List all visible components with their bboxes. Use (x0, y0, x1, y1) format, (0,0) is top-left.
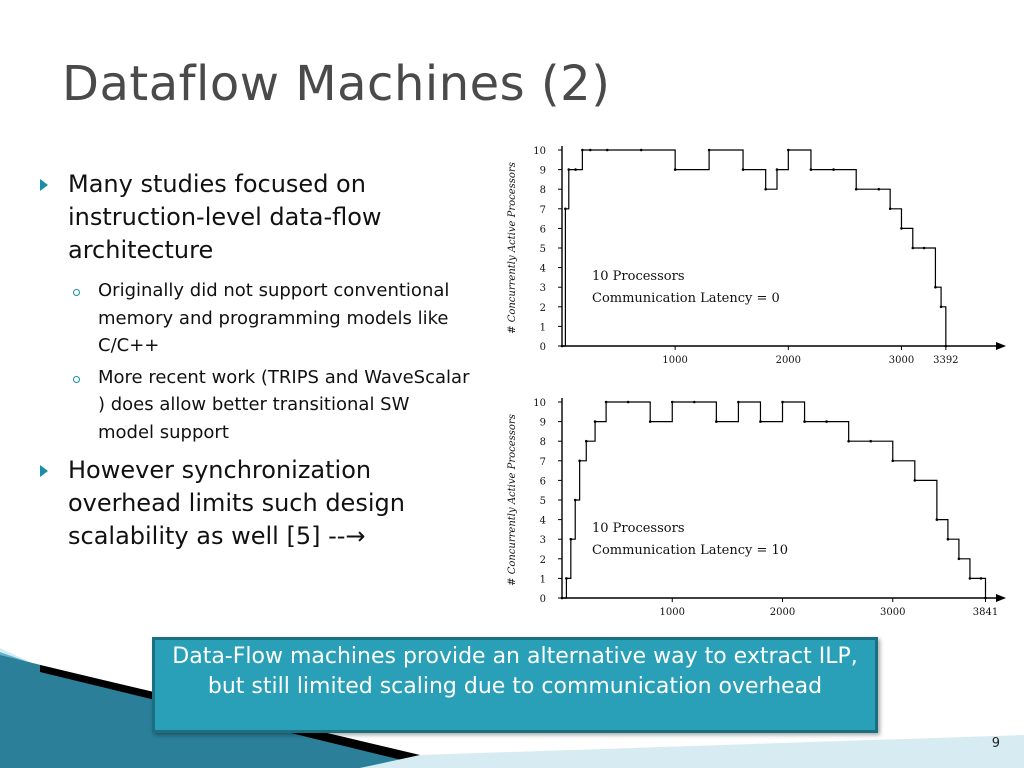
y-axis-label: # Concurrently Active Processors (507, 162, 518, 334)
data-point (847, 440, 850, 443)
data-point (825, 420, 828, 423)
data-point (984, 597, 987, 600)
chart-annotation: 10 Processors (592, 269, 685, 284)
data-point (776, 168, 779, 171)
data-point (581, 149, 584, 152)
bullet-text: However synchronization overhead limits such design scalability as well [5] -- (68, 456, 405, 550)
sub-bullet-text: More recent work (TRIPS and WaveScalar ) does allow better transitional SW model support (98, 366, 470, 443)
data-point (934, 286, 937, 289)
triangle-bullet-icon (40, 179, 48, 191)
y-tick-label: 6 (539, 476, 546, 488)
data-point (958, 558, 961, 561)
data-point (855, 188, 858, 191)
data-point (671, 401, 674, 404)
circle-bullet-icon (73, 289, 80, 296)
right-arrow-icon: → (345, 522, 366, 550)
circle-bullet-icon (73, 376, 80, 383)
bullet-item (40, 168, 470, 267)
y-tick-label: 1 (539, 574, 546, 586)
data-point (649, 420, 652, 423)
triangle-bullet-icon (40, 465, 48, 477)
data-point (878, 188, 881, 191)
data-point (578, 460, 581, 463)
chart-annotation: 10 Processors (592, 521, 685, 536)
chart-latency-0 (500, 136, 1010, 375)
data-point (561, 597, 564, 600)
data-point (570, 538, 573, 541)
data-point (936, 518, 939, 521)
y-tick-label: 4 (539, 263, 546, 275)
data-point (787, 149, 790, 152)
data-point (606, 149, 609, 152)
y-tick-label: 2 (539, 302, 546, 314)
bullet-text: Many studies focused on instruction-level data-flow architecture (68, 170, 382, 264)
data-point (605, 401, 608, 404)
data-point (594, 420, 597, 423)
chart-annotation: Communication Latency = 0 (592, 291, 780, 306)
chart-latency-10 (500, 388, 1010, 624)
y-tick-label: 0 (539, 594, 546, 605)
y-tick-label: 10 (533, 146, 546, 157)
x-tick-label: 1000 (659, 607, 685, 618)
chart-svg (500, 388, 1010, 620)
x-tick-label: 3000 (880, 607, 906, 618)
data-point (708, 149, 711, 152)
data-point (832, 168, 835, 171)
sub-bullet-text: Originally did not support conventional memory and programming models like C/C++ (98, 280, 450, 356)
data-point (759, 420, 762, 423)
callout-text: Data-Flow machines provide an alternative way to extract ILP, but still limited scaling due to communication overhead (172, 644, 858, 699)
chart-axes (507, 146, 1006, 366)
y-tick-label: 1 (539, 322, 546, 334)
data-point (911, 247, 914, 250)
deco-band-pale (360, 735, 1024, 768)
data-point (900, 227, 903, 230)
data-point (781, 401, 784, 404)
y-tick-label: 7 (539, 204, 546, 216)
data-point (561, 345, 564, 348)
data-point (742, 168, 745, 171)
sub-bullet-item (40, 364, 470, 447)
sub-bullet-item (40, 277, 470, 360)
chart-svg (500, 136, 1010, 371)
data-point (693, 401, 696, 404)
y-tick-label: 6 (539, 224, 546, 236)
data-point (715, 420, 718, 423)
y-tick-label: 4 (539, 515, 546, 527)
data-point (567, 168, 570, 171)
data-point (869, 440, 872, 443)
x-tick-label: 2000 (769, 607, 796, 618)
x-tick-label: 3392 (933, 355, 959, 366)
y-tick-label: 3 (539, 535, 546, 547)
data-point (574, 168, 577, 171)
data-point (640, 149, 643, 152)
y-tick-label: 5 (539, 244, 546, 255)
y-axis-label: # Concurrently Active Processors (507, 414, 518, 586)
data-point (674, 168, 677, 171)
chart-annotation: Communication Latency = 10 (592, 543, 789, 558)
y-tick-label: 3 (539, 283, 546, 295)
data-point (627, 401, 630, 404)
bullet-item (40, 454, 470, 553)
chart-axes (507, 398, 1006, 618)
y-tick-label: 9 (539, 165, 546, 177)
data-point (574, 499, 577, 502)
series-line (562, 402, 985, 598)
x-tick-label: 3000 (888, 355, 915, 366)
data-point (940, 306, 943, 309)
x-tick-label: 2000 (775, 355, 802, 366)
x-tick-label: 1000 (662, 355, 688, 366)
data-point (764, 188, 767, 191)
data-point (589, 149, 592, 152)
data-point (564, 208, 567, 211)
y-tick-label: 8 (539, 437, 546, 449)
data-point (585, 440, 588, 443)
y-tick-label: 0 (539, 342, 546, 353)
data-point (810, 168, 813, 171)
x-axis-arrow-icon (996, 594, 1006, 602)
x-tick-label: 3841 (972, 607, 999, 618)
y-tick-label: 8 (539, 185, 546, 197)
data-point (945, 345, 948, 348)
data-point (889, 208, 892, 211)
y-tick-label: 5 (539, 496, 546, 507)
y-tick-label: 10 (533, 398, 546, 409)
data-point (923, 247, 926, 250)
series-line (562, 150, 946, 346)
data-point (565, 577, 568, 580)
x-axis-arrow-icon (996, 342, 1006, 350)
bullet-list (40, 168, 470, 563)
y-tick-label: 9 (539, 417, 546, 429)
y-tick-label: 7 (539, 456, 546, 468)
slide-title: Dataflow Machines (2) (62, 56, 611, 112)
data-point (891, 460, 894, 463)
callout-box (152, 637, 878, 733)
data-point (947, 538, 950, 541)
data-point (737, 401, 740, 404)
y-tick-label: 2 (539, 554, 546, 566)
data-point (980, 577, 983, 580)
data-point (914, 479, 917, 482)
data-point (803, 420, 806, 423)
page-number: 9 (991, 736, 1000, 751)
data-point (969, 577, 972, 580)
